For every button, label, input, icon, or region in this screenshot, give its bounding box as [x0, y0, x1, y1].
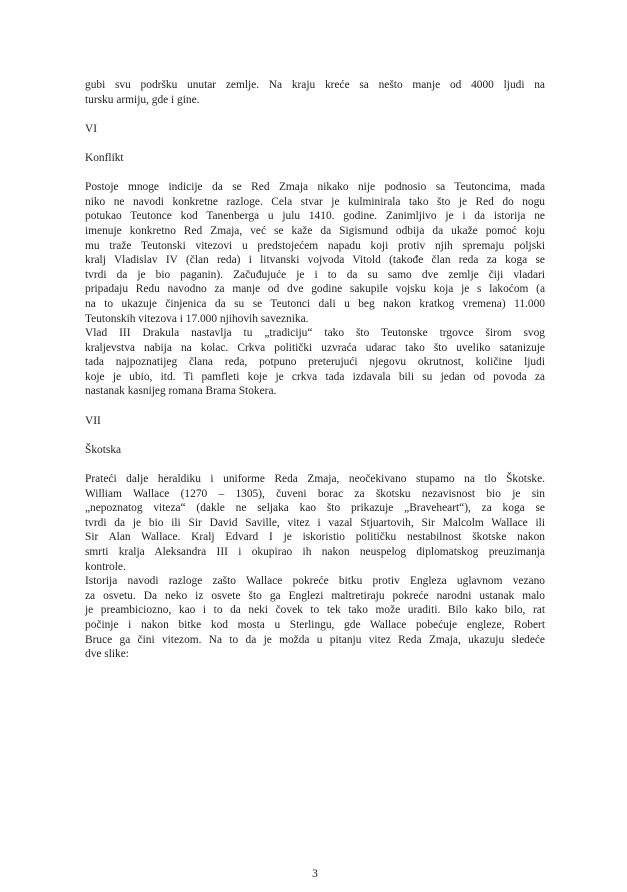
paragraph — [85, 78, 545, 107]
text-line: mu traže Teutonski vitezovi u predstojećem napadu koji protiv njih spremaju poljski — [85, 239, 545, 252]
text-line: dve slike: — [85, 648, 129, 661]
text-line: smrti kralja Aleksandra III i okupirao ih nakon neuspelog diplomatskog preuzimanja — [85, 546, 545, 558]
page-number: 3 — [312, 868, 318, 880]
text-line: Vlad III Drakula nastavlja tu „tradiciju“ tako što Teutonske trgovce širom svog — [85, 327, 545, 340]
text-line: tvrdi da je bio ili Sir David Saville, vitez i vazal Stjuartovih, Sir Malcolm Wallace ili — [85, 516, 545, 529]
text-line: je preambiciozno, kao i to da neki čovek to tek tako može uraditi. Bilo kako bilo, rat — [85, 604, 545, 617]
text-line: Prateći dalje heraldiku i uniforme Reda Zmaja, neočekivano stupamo na tlo Škotske. — [85, 473, 545, 486]
text-line: za osvetu. Da neko iz osvete što ga Englezi maltretiraju pokreće narodni ustanak malo — [85, 589, 545, 602]
heading-text: Konflikt — [85, 151, 124, 164]
text-line: pripadaju Redu navodno za manje od dve godine sakupile vojsku koja je s lakoćom (a — [85, 283, 545, 296]
text-line: nastanak kasnijeg romana Brama Stokera. — [85, 385, 277, 398]
text-line: imenuje konkretno Red Zmaja, već se kaže da Sigismund odbija da ukaže pomoć koju — [85, 224, 545, 237]
text-line: William Wallace (1270 – 1305), čuveni borac za škotsku nezavisnost bio je sin — [85, 487, 545, 500]
text-line: kraljevstva nabija na kolac. Crkva politički uzvraća udarac tako što uveliko satanizuje — [85, 341, 545, 354]
text-line: Bruce ga čini vitezom. Na to da je možda u pitanju vitez Reda Zmaja, ukazuju sledeće — [85, 633, 545, 646]
heading-text: Škotska — [85, 443, 122, 456]
text-line: tursku armiju, gde i gine. — [85, 93, 200, 106]
text-line: tada najpoznatijeg člana reda, potpuno preterujući njegovu okrutnost, količine ljudi — [85, 356, 545, 369]
text-line: Sir Alan Wallace. Kralj Edvard I je iskoristio političku nestabilnost škotske nakon — [85, 531, 545, 544]
text-line: „nepoznatog viteza“ (dakle ne seljaka kao što prikazuje „Braveheart“), za koga se — [85, 502, 545, 515]
text-line: Teutonskih vitezova i 17.000 njihovih saveznika. — [85, 312, 309, 325]
paragraph — [85, 180, 545, 399]
text-line: Postoje mnoge indicije da se Red Zmaja nikako nije podnosio sa Teutoncima, mada — [85, 181, 545, 194]
document-text — [85, 78, 545, 662]
text-line: na to ukazuje činjenica da su se Teutonci dali u beg nakon kratkog vremena) 11.000 — [85, 297, 545, 310]
section-heading — [85, 151, 545, 166]
text-line: Istorija navodi razloge zašto Wallace pokreće bitku protiv Engleza uglavnom vezano — [85, 575, 545, 588]
text-line: kralj Vladislav IV (član reda) i litvanski vojvoda Vitold (takođe član reda za koga se — [85, 254, 545, 267]
paragraph — [85, 472, 545, 662]
heading-text: VII — [85, 414, 101, 427]
text-line: gubi svu podršku unutar zemlje. Na kraju kreće sa nešto manje od 4000 ljudi na — [85, 79, 545, 91]
heading-text: VI — [85, 122, 98, 135]
section-heading — [85, 443, 545, 458]
text-line: kontrole. — [85, 560, 126, 573]
section-heading — [85, 122, 545, 137]
section-heading — [85, 414, 545, 429]
text-line: počinje i nakon bitke kod mosta u Sterlingu, gde Wallace pobećuje engleze, Robert — [85, 618, 545, 631]
text-line: potukao Teutonce kod Tanenberga u julu 1410. godine. Zanimljivo je i da istorija ne — [85, 210, 545, 223]
text-line: tvrdi da je bio paganin). Začuđujuće je i to da su samo dve zemlje čiji vladari — [85, 268, 545, 281]
text-line: niko ne navodi konkretne razloge. Cela stvar je kulminirala tako što je Red do nogu — [85, 195, 545, 208]
text-line: koje je ubio, itd. Ti pamfleti koje je crkva tada izdavala bili su jedan od povoda za — [85, 370, 545, 383]
